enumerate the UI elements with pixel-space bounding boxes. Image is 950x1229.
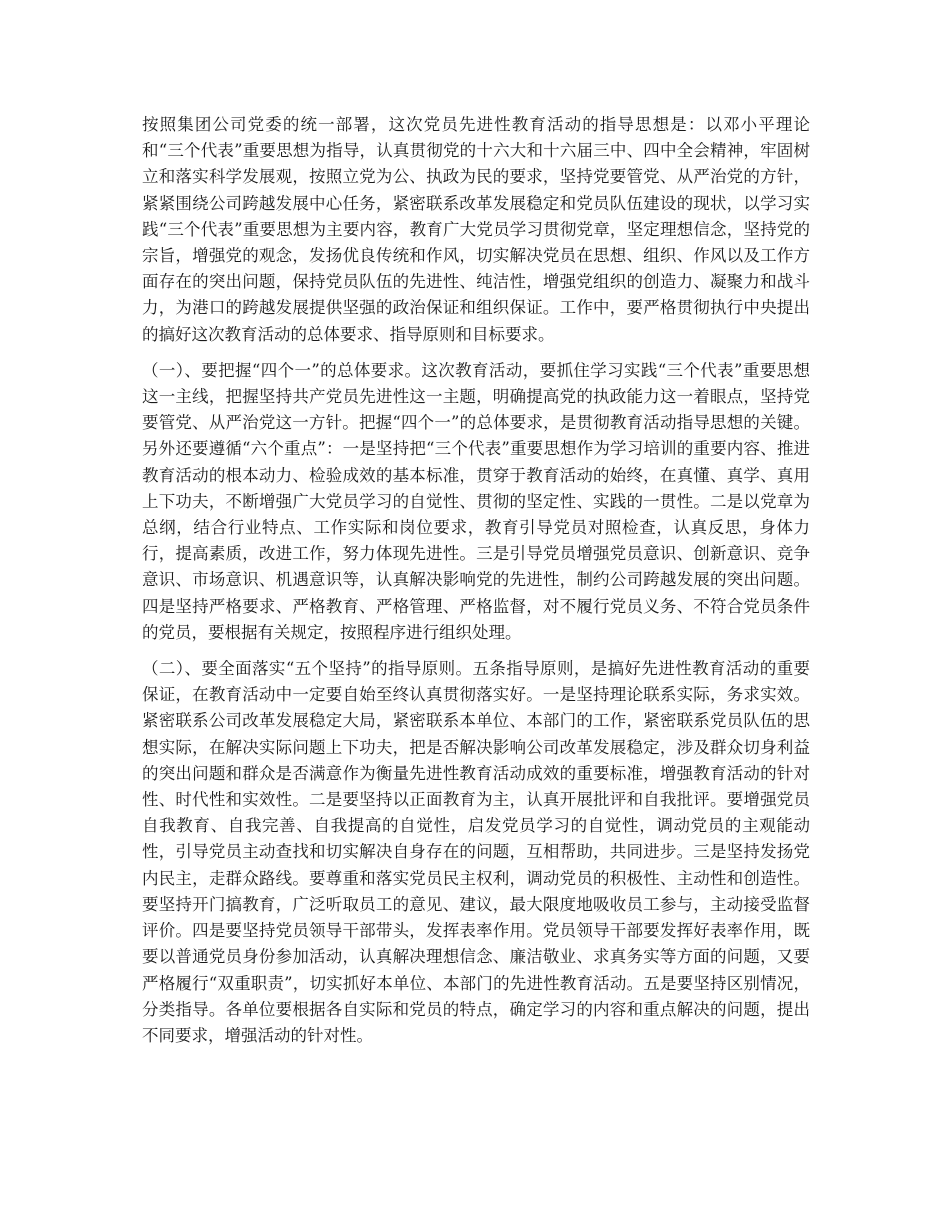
paragraph-overall-requirements: （一）、要把握“四个一”的总体要求。这次教育活动，要抓住学习实践“三个代表”重要思想这一主线，把握坚持共产党员先进性这一主题，明确提高党的执政能力这一着眼点，坚持党要管党、从严治党这一方针。把握“四个一”的总体要求，是贯彻教育活动指导思想的关键。另外还要遵循“六个重点”：一是坚持把“三个代表”重要思想作为学习培训的重要内容、推进教育活动的根本动力、检验成效的基本标准，贯穿于教育活动的始终，在真懂、真学、真用上下功夫，不断增强广大党员学习的自觉性、贯彻的坚定性、实践的一贯性。二是以党章为总纲，结合行业特点、工作实际和岗位要求，教育引导党员对照检查，认真反思，身体力行，提高素质，改进工作，努力体现先进性。三是引导党员增强党员意识、创新意识、竞争意识、市场意识、机遇意识等，认真解决影响党的先进性，制约公司跨越发展的突出问题。四是坚持严格要求、严格教育、严格管理、严格监督，对不履行党员义务、不符合党员条件的党员，要根据有关规定，按照程序进行组织处理。 xyxy=(142,360,810,642)
document-body xyxy=(142,112,810,1059)
paragraph-guiding-principles: （二）、要全面落实“五个坚持”的指导原则。五条指导原则，是搞好先进性教育活动的重要保证，在教育活动中一定要自始至终认真贯彻落实好。一是坚持理论联系实际，务求实效。紧密联系公司改革发展稳定大局，紧密联系本单位、本部门的工作，紧密联系党员队伍的思想实际，在解决实际问题上下功夫，把是否解决影响公司改革发展稳定，涉及群众切身利益的突出问题和群众是否满意作为衡量先进性教育活动成效的重要标准，增强教育活动的针对性、时代性和实效性。二是要坚持以正面教育为主，认真开展批评和自我批评。要增强党员自我教育、自我完善、自我提高的自觉性，启发党员学习的自觉性，调动党员的主观能动性，引导党员主动查找和切实解决自身存在的问题，互相帮助，共同进步。三是坚持发扬党内民主，走群众路线。要尊重和落实党员民主权利，调动党员的积极性、主动性和创造性。要坚持开门搞教育，广泛听取员工的意见、建议，最大限度地吸收员工参与，主动接受监督评价。四是要坚持党员领导干部带头，发挥表率作用。党员领导干部要发挥好表率作用，既要以普通党员身份参加活动，认真解决理想信念、廉洁敬业、求真务实等方面的问题，又要严格履行“双重职责”，切实抓好本单位、本部门的先进性教育活动。五是要坚持区别情况，分类指导。各单位要根据各自实际和党员的特点，确定学习的内容和重点解决的问题，提出不同要求，增强活动的针对性。 xyxy=(142,659,810,1045)
paragraph-guiding-ideology: 按照集团公司党委的统一部署，这次党员先进性教育活动的指导思想是：以邓小平理论和“三个代表”重要思想为指导，认真贯彻党的十六大和十六届三中、四中全会精神，牢固树立和落实科学发展观，按照立党为公、执政为民的要求，坚持党要管党、从严治党的方针，紧紧围绕公司跨越发展中心任务，紧密联系改革发展稳定和党员队伍建设的现状，以学习实践“三个代表”重要思想为主要内容，教育广大党员学习贯彻党章，坚定理想信念，坚持党的宗旨，增强党的观念，发扬优良传统和作风，切实解决党员在思想、组织、作风以及工作方面存在的突出问题，保持党员队伍的先进性、纯洁性，增强党组织的创造力、凝聚力和战斗力，为港口的跨越发展提供坚强的政治保证和组织保证。工作中，要严格贯彻执行中央提出的搞好这次教育活动的总体要求、指导原则和目标要求。 xyxy=(142,115,810,344)
